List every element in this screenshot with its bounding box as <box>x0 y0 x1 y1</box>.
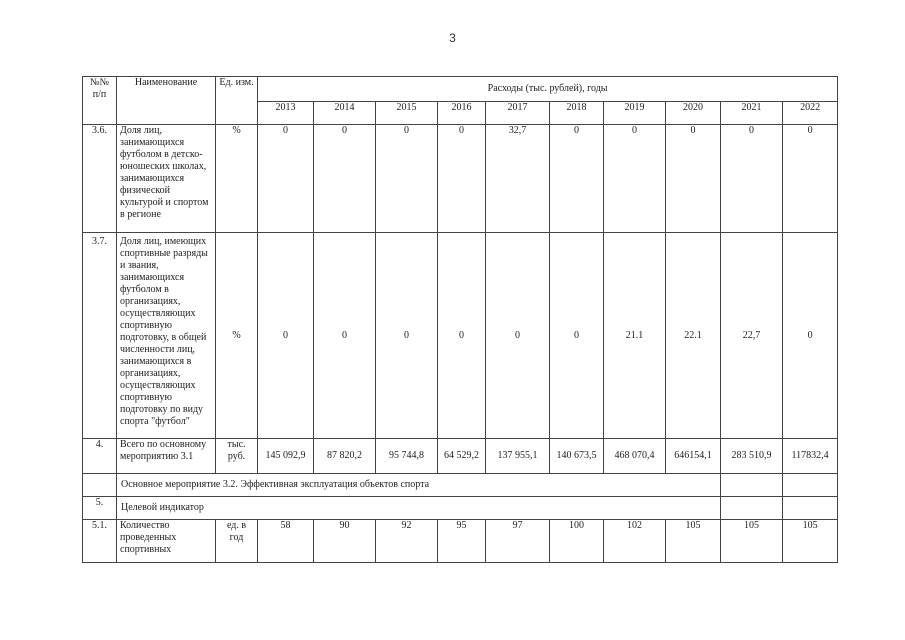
value-cell: 0 <box>666 125 721 233</box>
row-unit: тыс. руб. <box>216 439 258 474</box>
value-cell: 105 <box>783 520 838 563</box>
value-cell: 32,7 <box>486 125 550 233</box>
value-cell: 140 673,5 <box>550 439 604 474</box>
value-cell: 0 <box>258 125 314 233</box>
year-header: 2013 <box>258 102 314 125</box>
empty-cell <box>783 474 838 497</box>
expenses-table <box>82 76 838 563</box>
row-num: 3.7. <box>83 233 117 439</box>
value-cell: 137 955,1 <box>486 439 550 474</box>
value-cell: 468 070,4 <box>604 439 666 474</box>
indicator-row <box>83 497 838 520</box>
header-row <box>83 77 838 102</box>
row-name: Доля лиц, имеющих спортивные разряды и звания, занимающихся футболом в организациях, осуществляющих спортивную подготовку, в общей численности лиц, занимающихся в организациях, осуществляющих спортивную подготовку по виду спорта "футбол" <box>117 233 216 439</box>
value-cell: 0 <box>438 125 486 233</box>
value-cell: 0 <box>438 233 486 439</box>
indicator-text: Целевой индикатор <box>117 497 721 520</box>
header-name: Наименование <box>117 77 216 125</box>
value-cell: 102 <box>604 520 666 563</box>
value-cell: 646154,1 <box>666 439 721 474</box>
year-header: 2015 <box>376 102 438 125</box>
subheading-text: Основное мероприятие 3.2. Эффективная эксплуатация объектов спорта <box>117 474 721 497</box>
value-cell: 0 <box>721 125 783 233</box>
row-unit: % <box>216 125 258 233</box>
year-header: 2020 <box>666 102 721 125</box>
table-row <box>83 233 838 439</box>
value-cell: 0 <box>604 125 666 233</box>
year-header: 2019 <box>604 102 666 125</box>
row-num: 5.1. <box>83 520 117 563</box>
value-cell: 0 <box>550 125 604 233</box>
year-header: 2016 <box>438 102 486 125</box>
row-num: 4. <box>83 439 117 474</box>
value-cell: 0 <box>486 233 550 439</box>
subheading-row <box>83 474 838 497</box>
value-cell: 145 092,9 <box>258 439 314 474</box>
year-header: 2021 <box>721 102 783 125</box>
year-header: 2022 <box>783 102 838 125</box>
value-cell: 0 <box>550 233 604 439</box>
row-name: Всего по основному мероприятию 3.1 <box>117 439 216 474</box>
value-cell: 21.1 <box>604 233 666 439</box>
row-num: 5. <box>83 497 117 520</box>
value-cell: 90 <box>314 520 376 563</box>
value-cell: 97 <box>486 520 550 563</box>
value-cell: 0 <box>314 233 376 439</box>
value-cell: 105 <box>666 520 721 563</box>
year-header: 2014 <box>314 102 376 125</box>
empty-cell <box>721 497 783 520</box>
row-name: Доля лиц, занимающихся футболом в детско-юношеских школах, занимающихся физической культурой и спортом в регионе <box>117 125 216 233</box>
value-cell: 0 <box>314 125 376 233</box>
header-num: №№ п/п <box>83 77 117 125</box>
value-cell: 95 744,8 <box>376 439 438 474</box>
table-row <box>83 125 838 233</box>
value-cell: 117832,4 <box>783 439 838 474</box>
header-expenses: Расходы (тыс. рублей), годы <box>258 77 838 102</box>
value-cell: 100 <box>550 520 604 563</box>
row-name: Количество проведенных спортивных <box>117 520 216 563</box>
header-unit: Ед. изм. <box>216 77 258 125</box>
value-cell: 22.1 <box>666 233 721 439</box>
value-cell: 92 <box>376 520 438 563</box>
value-cell: 0 <box>258 233 314 439</box>
table-row <box>83 520 838 563</box>
value-cell: 0 <box>376 233 438 439</box>
value-cell: 105 <box>721 520 783 563</box>
value-cell: 0 <box>376 125 438 233</box>
value-cell: 58 <box>258 520 314 563</box>
page-number: 3 <box>449 31 456 45</box>
empty-cell <box>83 474 117 497</box>
empty-cell <box>721 474 783 497</box>
value-cell: 22,7 <box>721 233 783 439</box>
table-row-total <box>83 439 838 474</box>
value-cell: 64 529,2 <box>438 439 486 474</box>
empty-cell <box>783 497 838 520</box>
year-header: 2018 <box>550 102 604 125</box>
value-cell: 0 <box>783 233 838 439</box>
value-cell: 283 510,9 <box>721 439 783 474</box>
value-cell: 0 <box>783 125 838 233</box>
row-unit: ед. в год <box>216 520 258 563</box>
year-header: 2017 <box>486 102 550 125</box>
value-cell: 95 <box>438 520 486 563</box>
row-unit: % <box>216 233 258 439</box>
row-num: 3.6. <box>83 125 117 233</box>
value-cell: 87 820,2 <box>314 439 376 474</box>
